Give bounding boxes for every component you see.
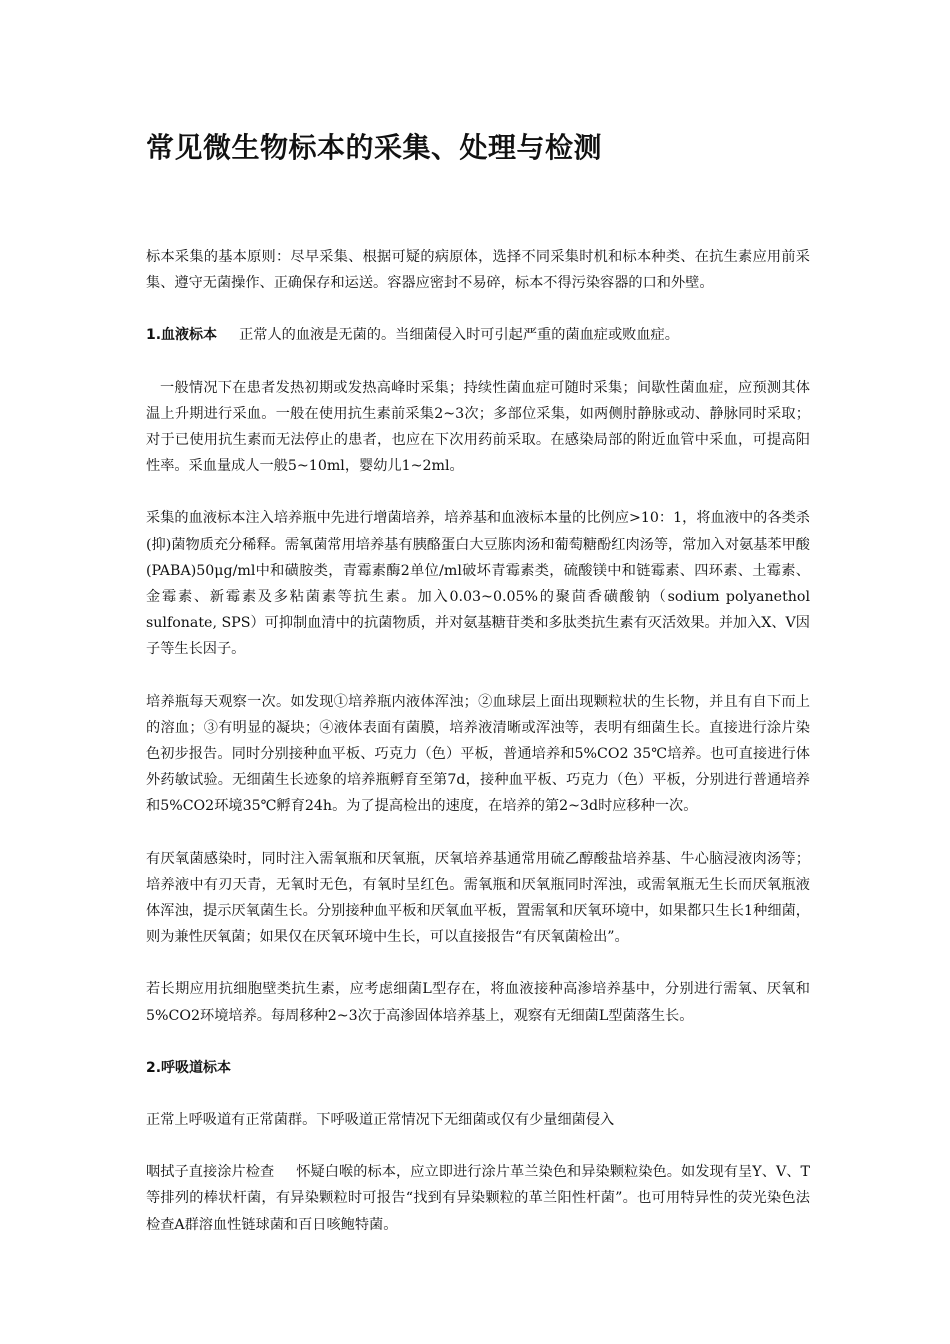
respiratory-paragraph-flora: 正常上呼吸道有正常菌群。下呼吸道正常情况下无细菌或仅有少量细菌侵入 xyxy=(146,1112,615,1129)
section-title-blood: 1.血液标本 xyxy=(146,327,218,344)
intro-paragraph: 标本采集的基本原则：尽早采集、根据可疑的病原体，选择不同采集时机和标本种类、在抗生素应用前采集、遵守无菌操作、正确保存和运送。容器应密封不易碎，标本不得污染容器的口和外壁。 xyxy=(146,249,810,292)
section-lead-blood: 正常人的血液是无菌的。当细菌侵入时可引起严重的菌血症或败血症。 xyxy=(239,327,679,344)
blood-paragraph-culture-media: 采集的血液标本注入培养瓶中先进行增菌培养，培养基和血液标本量的比例应>10：1，将血液中的各类杀(抑)菌物质充分稀释。需氧菌常用培养基有胰酪蛋白大豆胨肉汤和葡萄糖酚红肉汤等，常加入对氨基苯甲酸(PABA)50μg/ml中和磺胺类，青霉素酶2单位/ml破坏青霉素类，硫酸镁中和链霉素、四环素、土霉素、金霉素、新霉素及多粘菌素等抗生素。加入0.03~0.05%的聚茴香磺酸钠（sodium polyanethol sulfonate, SPS）可抑制血清中的抗菌物质，并对氨基糖苷类和多肽类抗生素有灭活效果。并加入Ⅹ、Ⅴ因子等生长因子。 xyxy=(146,510,810,658)
swab-label: 咽拭子直接涂片检查 xyxy=(146,1164,275,1181)
section-heading-respiratory xyxy=(146,1055,810,1081)
page-title: 常见微生物标本的采集、处理与检测 xyxy=(146,131,603,164)
section-title-respiratory: 2.呼吸道标本 xyxy=(146,1059,232,1076)
blood-paragraph-observation: 培养瓶每天观察一次。如发现①培养瓶内液体浑浊；②血球层上面出现颗粒状的生长物，并且有自下而上的溶血；③有明显的凝块；④液体表面有菌膜，培养液清晰或浑浊等，表明有细菌生长。直接进行涂片染色初步报告。同时分别接种血平板、巧克力（色）平板，普通培养和5%CO2 35℃培养。也可直接进行体外药敏试验。无细菌生长迹象的培养瓶孵育至第7d，接种血平板、巧克力（色）平板，分别进行普通培养和5%CO2环境35℃孵育24h。为了提高检出的速度，在培养的第2~3d时应移种一次。 xyxy=(146,693,810,815)
blood-paragraph-anaerobic: 有厌氧菌感染时，同时注入需氧瓶和厌氧瓶，厌氧培养基通常用硫乙醇酸盐培养基、牛心脑浸液肉汤等；培养液中有刃天青，无氧时无色，有氧时呈红色。需氧瓶和厌氧瓶同时浑浊，或需氧瓶无生长而厌氧瓶液体浑浊，提示厌氧菌生长。分别接种血平板和厌氧血平板，置需氧和厌氧环境中，如果都只生长1种细菌，则为兼性厌氧菌；如果仅在厌氧环境中生长，可以直接报告“有厌氧菌检出”。 xyxy=(146,850,810,946)
blood-paragraph-collection: 一般情况下在患者发热初期或发热高峰时采集；持续性菌血症可随时采集；间歇性菌血症，应预测其体温上升期进行采血。一般在使用抗生素前采集2~3次；多部位采集，如两侧肘静脉或动、静脉同时采取；对于已使用抗生素而无法停止的患者，也应在下次用药前采取。在感染局部的附近血管中采血，可提高阳性率。采血量成人一般5~10ml，婴幼儿1~2ml。 xyxy=(146,379,810,475)
respiratory-paragraph-swab xyxy=(146,1159,810,1238)
document-body xyxy=(146,244,810,1264)
section-heading-blood xyxy=(146,322,810,348)
blood-paragraph-l-form: 若长期应用抗细胞壁类抗生素，应考虑细菌L型存在，将血液接种高渗培养基中，分别进行需氧、厌氧和5%CO2环境培养。每周移种2~3次于高渗固体培养基上，观察有无细菌L型菌落生长。 xyxy=(146,981,810,1024)
swab-text: 怀疑白喉的标本，应立即进行涂片革兰染色和异染颗粒染色。如发现有呈Y、V、T等排列的棒状杆菌，有异染颗粒时可报告“找到有异染颗粒的革兰阳性杆菌”。也可用特异性的荧光染色法检查A群溶血性链球菌和百日咳鲍特菌。 xyxy=(146,1164,810,1233)
